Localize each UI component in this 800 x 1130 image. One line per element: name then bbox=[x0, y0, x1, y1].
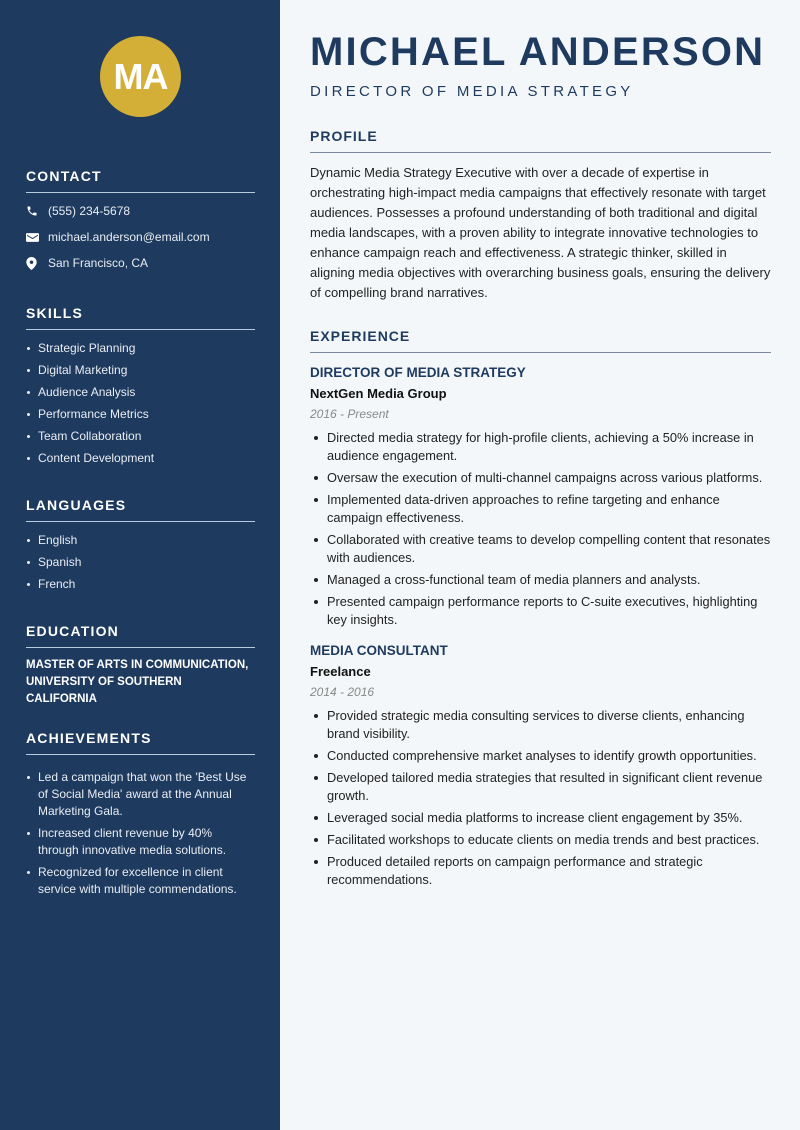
language-item: Spanish bbox=[26, 554, 255, 571]
job-bullet: Developed tailored media strategies that resulted in significant client revenue growth. bbox=[310, 769, 771, 805]
job-bullet: Collaborated with creative teams to develop compelling content that resonates with audiences. bbox=[310, 531, 771, 567]
achievement-item: Led a campaign that won the 'Best Use of Social Media' award at the Annual Marketing Gala. bbox=[26, 769, 255, 820]
experience-title: EXPERIENCE bbox=[310, 328, 771, 353]
achievements-title: ACHIEVEMENTS bbox=[26, 730, 255, 755]
skill-item: Strategic Planning bbox=[26, 340, 255, 357]
phone-icon bbox=[26, 205, 48, 217]
education-degree: MASTER OF ARTS IN COMMUNICATION, UNIVERSITY OF SOUTHERN CALIFORNIA bbox=[26, 659, 249, 705]
candidate-name: MICHAEL ANDERSON bbox=[310, 30, 766, 74]
job-dates: 2014 - 2016 bbox=[310, 685, 375, 699]
contact-section bbox=[26, 168, 255, 276]
job-bullet: Managed a cross-functional team of media planners and analysts. bbox=[310, 571, 771, 589]
job-company: NextGen Media Group bbox=[310, 386, 447, 401]
job-bullet: Directed media strategy for high-profile clients, achieving a 50% increase in audience engagement. bbox=[310, 429, 771, 465]
languages-section bbox=[26, 497, 255, 598]
languages-title: LANGUAGES bbox=[26, 497, 255, 522]
job-dates: 2016 - Present bbox=[310, 407, 389, 421]
contact-email bbox=[26, 224, 255, 250]
candidate-title: DIRECTOR OF MEDIA STRATEGY bbox=[310, 83, 634, 100]
skill-item: Team Collaboration bbox=[26, 428, 255, 445]
job-bullet: Facilitated workshops to educate clients on media trends and best practices. bbox=[310, 831, 771, 849]
achievement-item: Increased client revenue by 40% through innovative media solutions. bbox=[26, 825, 255, 859]
contact-phone bbox=[26, 198, 255, 224]
job-role: MEDIA CONSULTANT bbox=[310, 643, 448, 658]
profile-section bbox=[310, 128, 771, 303]
skill-item: Audience Analysis bbox=[26, 384, 255, 401]
contact-email-text: michael.anderson@email.com bbox=[48, 230, 210, 244]
education-title: EDUCATION bbox=[26, 623, 255, 648]
job-bullet: Oversaw the execution of multi-channel campaigns across various platforms. bbox=[310, 469, 771, 487]
education-section bbox=[26, 623, 255, 708]
contact-title: CONTACT bbox=[26, 168, 255, 193]
sidebar bbox=[0, 0, 280, 1130]
location-icon bbox=[26, 257, 48, 270]
job-bullet: Presented campaign performance reports to C-suite executives, highlighting key insights. bbox=[310, 593, 771, 629]
job-bullet: Leveraged social media platforms to increase client engagement by 35%. bbox=[310, 809, 771, 827]
skills-section bbox=[26, 305, 255, 472]
job-bullet: Provided strategic media consulting services to diverse clients, enhancing brand visibility. bbox=[310, 707, 771, 743]
job-entry bbox=[310, 643, 771, 889]
contact-location-text: San Francisco, CA bbox=[48, 256, 149, 270]
achievements-section bbox=[26, 730, 255, 903]
profile-title: PROFILE bbox=[310, 128, 771, 153]
job-bullet: Conducted comprehensive market analyses to identify growth opportunities. bbox=[310, 747, 771, 765]
achievement-item: Recognized for excellence in client service with multiple commendations. bbox=[26, 864, 255, 898]
skills-title: SKILLS bbox=[26, 305, 255, 330]
skill-item: Performance Metrics bbox=[26, 406, 255, 423]
profile-text: Dynamic Media Strategy Executive with over a decade of expertise in orchestrating high-impact media campaigns that effectively resonate with target audiences. Possesses a profound understanding of both traditional and digital media landscapes, with a proven ability to integrate innovative technologies to enhance campaign reach and effectiveness. A strategic thinker, skilled in aligning media objectives with overarching business goals, ensuring the delivery of compelling brand narratives. bbox=[310, 165, 771, 300]
experience-section bbox=[310, 328, 771, 893]
contact-phone-text: (555) 234-5678 bbox=[48, 204, 131, 218]
job-role: DIRECTOR OF MEDIA STRATEGY bbox=[310, 365, 526, 380]
language-item: English bbox=[26, 532, 255, 549]
job-bullet: Produced detailed reports on campaign performance and strategic recommendations. bbox=[310, 853, 771, 889]
skill-item: Content Development bbox=[26, 450, 255, 467]
avatar: MA bbox=[100, 36, 181, 117]
job-bullet: Implemented data-driven approaches to refine targeting and enhance campaign effectiveness. bbox=[310, 491, 771, 527]
skill-item: Digital Marketing bbox=[26, 362, 255, 379]
email-icon bbox=[26, 232, 48, 243]
job-company: Freelance bbox=[310, 664, 371, 679]
contact-location bbox=[26, 250, 255, 276]
language-item: French bbox=[26, 576, 255, 593]
job-entry bbox=[310, 365, 771, 629]
